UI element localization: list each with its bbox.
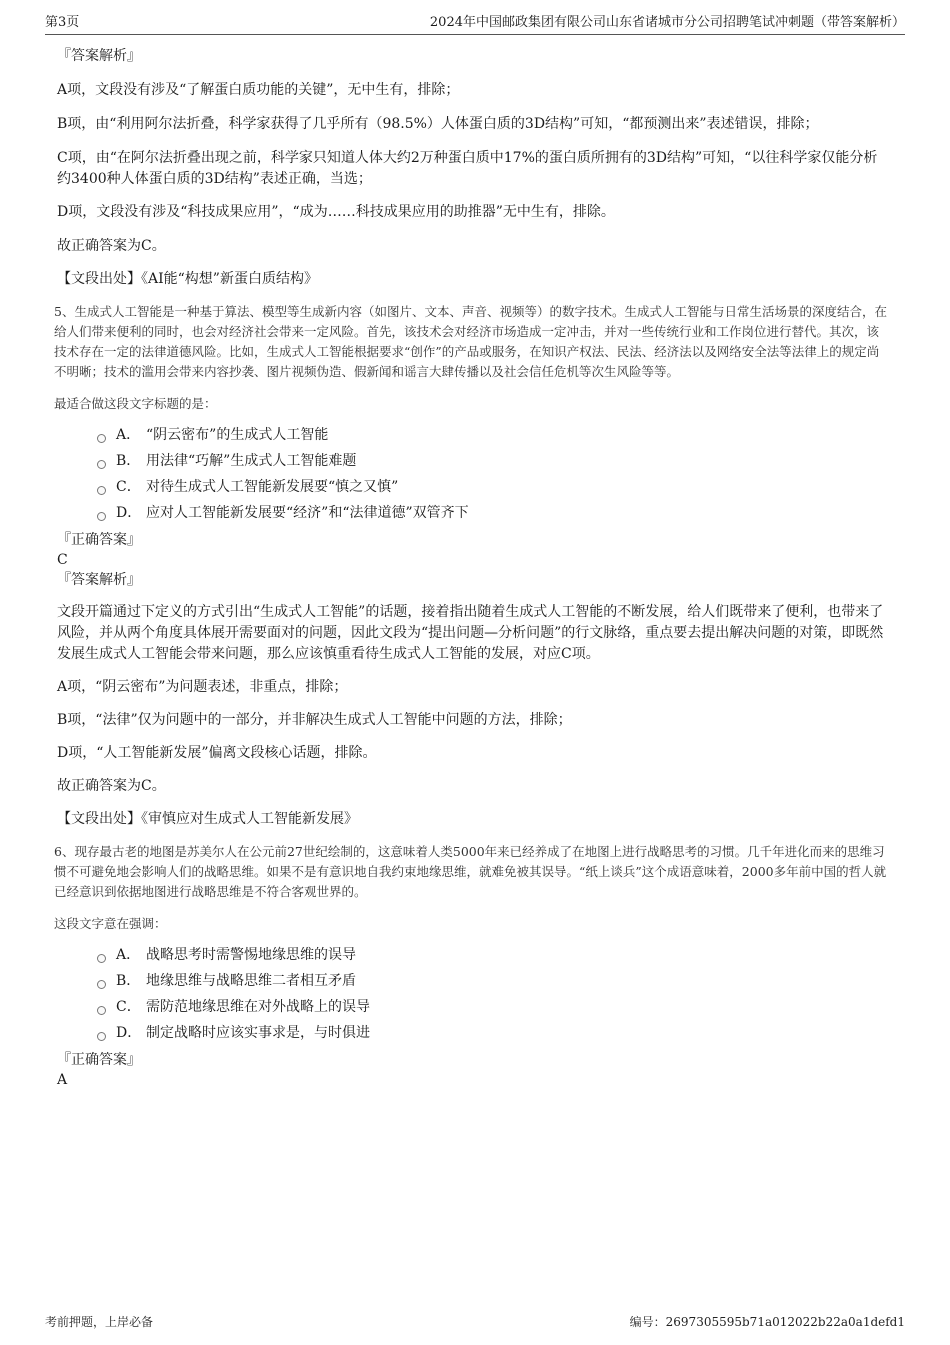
- document-title: 2024年中国邮政集团有限公司山东省诸城市分公司招聘笔试冲刺题（带答案解析）: [429, 15, 905, 30]
- conclusion: 故正确答案为C。: [57, 238, 166, 254]
- source: 【文段出处】《AI能“构想”新蛋白质结构》: [57, 271, 318, 287]
- radio-icon[interactable]: [97, 1032, 106, 1041]
- radio-icon[interactable]: [97, 1006, 106, 1015]
- radio-icon[interactable]: [97, 954, 106, 963]
- analysis-label: 『答案解析』: [57, 572, 141, 588]
- analysis-line: B项，“法律”仅为问题中的一部分，并非解决生成式人工智能中问题的方法，排除；: [57, 712, 572, 728]
- analysis-line: 文段开篇通过下定义的方式引出“生成式人工智能”的话题，接着指出随着生成式人工智能的不断发展，给人们既带来了便利，也带来了风险，并从两个角度具体展开需要面对的问题，因此文段为“提出问题—分析问题”的行文脉络，重点要去提出解决问题的对策，即既然发展生成式人工智能会带来问题，那么应该慎重看待生成式人工智能的发展，对应C项。: [57, 604, 884, 662]
- option-d[interactable]: D． 制定战略时应该实事求是，与时俱进: [97, 1020, 887, 1046]
- page-header: [45, 14, 905, 35]
- radio-icon[interactable]: [97, 512, 106, 521]
- page-footer: [45, 1313, 905, 1331]
- radio-icon[interactable]: [97, 460, 106, 469]
- source: 【文段出处】《审慎应对生成式人工智能新发展》: [57, 811, 358, 827]
- analysis-line: D项，“人工智能新发展”偏离文段核心话题，排除。: [57, 745, 377, 761]
- answer-label: 『正确答案』: [57, 532, 141, 548]
- document-code: 编号：2697305595b71a012022b22a0a1defd1: [629, 1315, 905, 1329]
- option-list: [57, 942, 887, 1046]
- option-b[interactable]: B． 用法律“巧解”生成式人工智能难题: [97, 448, 887, 474]
- option-b[interactable]: B． 地缘思维与战略思维二者相互矛盾: [97, 968, 887, 994]
- question-prompt: 最适合做这段文字标题的是：: [54, 396, 217, 411]
- answer-value: C: [57, 552, 68, 568]
- question-prompt: 这段文字意在强调：: [54, 916, 167, 931]
- radio-icon[interactable]: [97, 434, 106, 443]
- question-stem: 5、生成式人工智能是一种基于算法、模型等生成新内容（如图片、文本、声音、视频等）的数字技术。生成式人工智能与日常生活场景的深度结合，在给人们带来便利的同时，也会对经济社会带来一定风险。首先，该技术会对经济市场造成一定冲击，并对一些传统行业和工作岗位进行替代。其次，该技术存在一定的法律道德风险。比如，生成式人工智能根据要求“创作”的产品或服务，在知识产权法、民法、经济法以及网络安全法等法律上的规定尚不明晰；技术的滥用会带来内容抄袭、图片视频伪造、假新闻和谣言大肆传播以及社会信任危机等次生风险等等。: [54, 304, 887, 379]
- analysis-line: C项，由“在阿尔法折叠出现之前，科学家只知道人体大约2万种蛋白质中17%的蛋白质所拥有的3D结构”可知，“以往科学家仅能分析约3400种人体蛋白质的3D结构”表述正确，当选；: [57, 150, 878, 187]
- option-d[interactable]: D． 应对人工智能新发展要“经济”和“法律道德”双管齐下: [97, 500, 887, 526]
- answer-label: 『正确答案』: [57, 1052, 141, 1068]
- analysis-line: D项，文段没有涉及“科技成果应用”，“成为……科技成果应用的助推器”无中生有，排除。: [57, 204, 615, 220]
- option-a[interactable]: A． “阴云密布”的生成式人工智能: [97, 422, 887, 448]
- question-stem: 6、现存最古老的地图是苏美尔人在公元前27世纪绘制的，这意味着人类5000年来已经养成了在地图上进行战略思考的习惯。几千年进化而来的思维习惯不可避免地会影响人们的战略思维。如果不是有意识地自我约束地缘思维，就难免被其误导。“纸上谈兵”这个成语意味着，2000多年前中国的哲人就已经意识到依据地图进行战略思维是不符合客观世界的。: [54, 844, 887, 899]
- radio-icon[interactable]: [97, 980, 106, 989]
- footer-slogan: 考前押题，上岸必备: [45, 1315, 154, 1329]
- answer-value: A: [57, 1072, 68, 1088]
- analysis-line: B项，由“利用阿尔法折叠，科学家获得了几乎所有（98.5%）人体蛋白质的3D结构”可知，“都预测出来”表述错误，排除；: [57, 116, 819, 132]
- conclusion: 故正确答案为C。: [57, 778, 166, 794]
- analysis-line: A项，文段没有涉及“了解蛋白质功能的关键”，无中生有，排除；: [57, 82, 460, 98]
- page-number: 第3页: [45, 15, 80, 30]
- analysis-label: 『答案解析』: [57, 48, 141, 64]
- analysis-line: A项，“阴云密布”为问题表述，非重点，排除；: [57, 679, 348, 695]
- option-c[interactable]: C． 对待生成式人工智能新发展要“慎之又慎”: [97, 474, 887, 500]
- radio-icon[interactable]: [97, 486, 106, 495]
- page-content: [54, 44, 887, 1090]
- option-list: [57, 422, 887, 526]
- option-a[interactable]: A． 战略思考时需警惕地缘思维的误导: [97, 942, 887, 968]
- option-c[interactable]: C． 需防范地缘思维在对外战略上的误导: [97, 994, 887, 1020]
